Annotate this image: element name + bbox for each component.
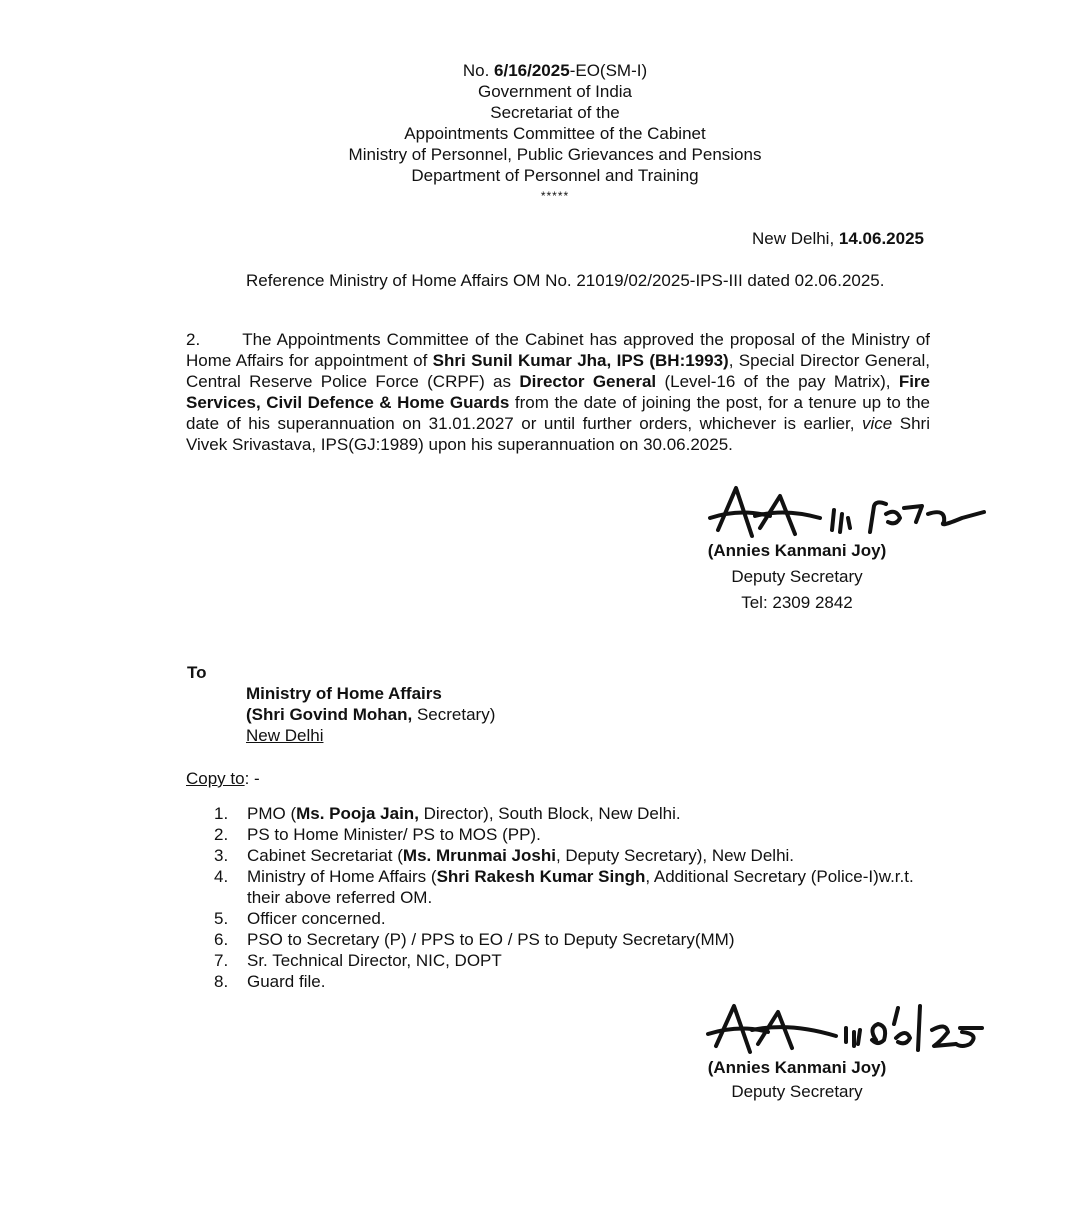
list-item: 7. Sr. Technical Director, NIC, DOPT (214, 951, 502, 970)
signatory-designation: Deputy Secretary (731, 567, 863, 586)
list-item: 1. PMO (Ms. Pooja Jain, Director), South Block, New Delhi. (214, 804, 681, 823)
file-number: No. 6/16/2025-EO(SM-I) (462, 61, 648, 80)
header-line-4: Ministry of Personnel, Public Grievances and Pensions (348, 145, 762, 164)
header-line-2: Secretariat of the (490, 103, 620, 122)
list-item: 2. PS to Home Minister/ PS to MOS (PP). (214, 825, 541, 844)
handwritten-signature-2 (700, 994, 990, 1062)
addressee-block (246, 683, 495, 746)
signatory-telephone: Tel: 2309 2842 (741, 593, 853, 612)
signatory-name: (Annies Kanmani Joy) (707, 1058, 887, 1077)
addressee-city: New Delhi (246, 726, 324, 745)
signature-block-1 (672, 540, 922, 613)
reference-paragraph: Reference Ministry of Home Affairs OM No. 21019/02/2025-IPS-III dated 02.06.2025. (246, 271, 885, 290)
signatory-designation: Deputy Secretary (731, 1082, 863, 1101)
header-line-5: Department of Personnel and Training (411, 166, 699, 185)
order-paragraph: 2. The Appointments Committee of the Cabinet has approved the proposal of the Ministry of Home Affairs for appointment of Shri Sunil Kumar Jha, IPS (BH:1993), Special Director General, Central Reserve Police Force (CRPF) as Director General (Level-16 of the pay Matrix), Fire Services, Civil Defence & Home Guards from the date of joining the post, for a tenure up to the date of his superannuation on 31.01.2027 or until further orders, whichever is earlier, vice Shri Vivek Srivastava, IPS(GJ:1989) upon his superannuation on 30.06.2025. (186, 330, 931, 454)
addressee-organisation: Ministry of Home Affairs (246, 684, 442, 703)
header-stars: ***** (540, 189, 570, 203)
list-item: 4. Ministry of Home Affairs (Shri Rakesh Kumar Singh, Additional Secretary (Police-I)w.r.t. their above referred OM. (214, 867, 914, 907)
signatory-name: (Annies Kanmani Joy) (707, 541, 887, 560)
header-line-1: Government of India (477, 82, 633, 101)
handwritten-signature-1 (700, 478, 1000, 548)
letterhead (0, 60, 1080, 207)
addressee-label: To (187, 663, 207, 682)
copy-to-label: Copy to: - (186, 769, 260, 788)
list-item: 8. Guard file. (214, 972, 326, 991)
header-line-3: Appointments Committee of the Cabinet (404, 124, 706, 143)
list-item: 5. Officer concerned. (214, 909, 386, 928)
copy-to-list (214, 803, 934, 992)
signature-block-2 (672, 1057, 922, 1102)
list-item: 6. PSO to Secretary (P) / PPS to EO / PS to Deputy Secretary(MM) (214, 930, 735, 949)
addressee-person: (Shri Govind Mohan, Secretary) (246, 705, 496, 724)
dateline: New Delhi, 14.06.2025 (751, 229, 924, 248)
list-item: 3. Cabinet Secretariat (Ms. Mrunmai Joshi, Deputy Secretary), New Delhi. (214, 846, 795, 865)
